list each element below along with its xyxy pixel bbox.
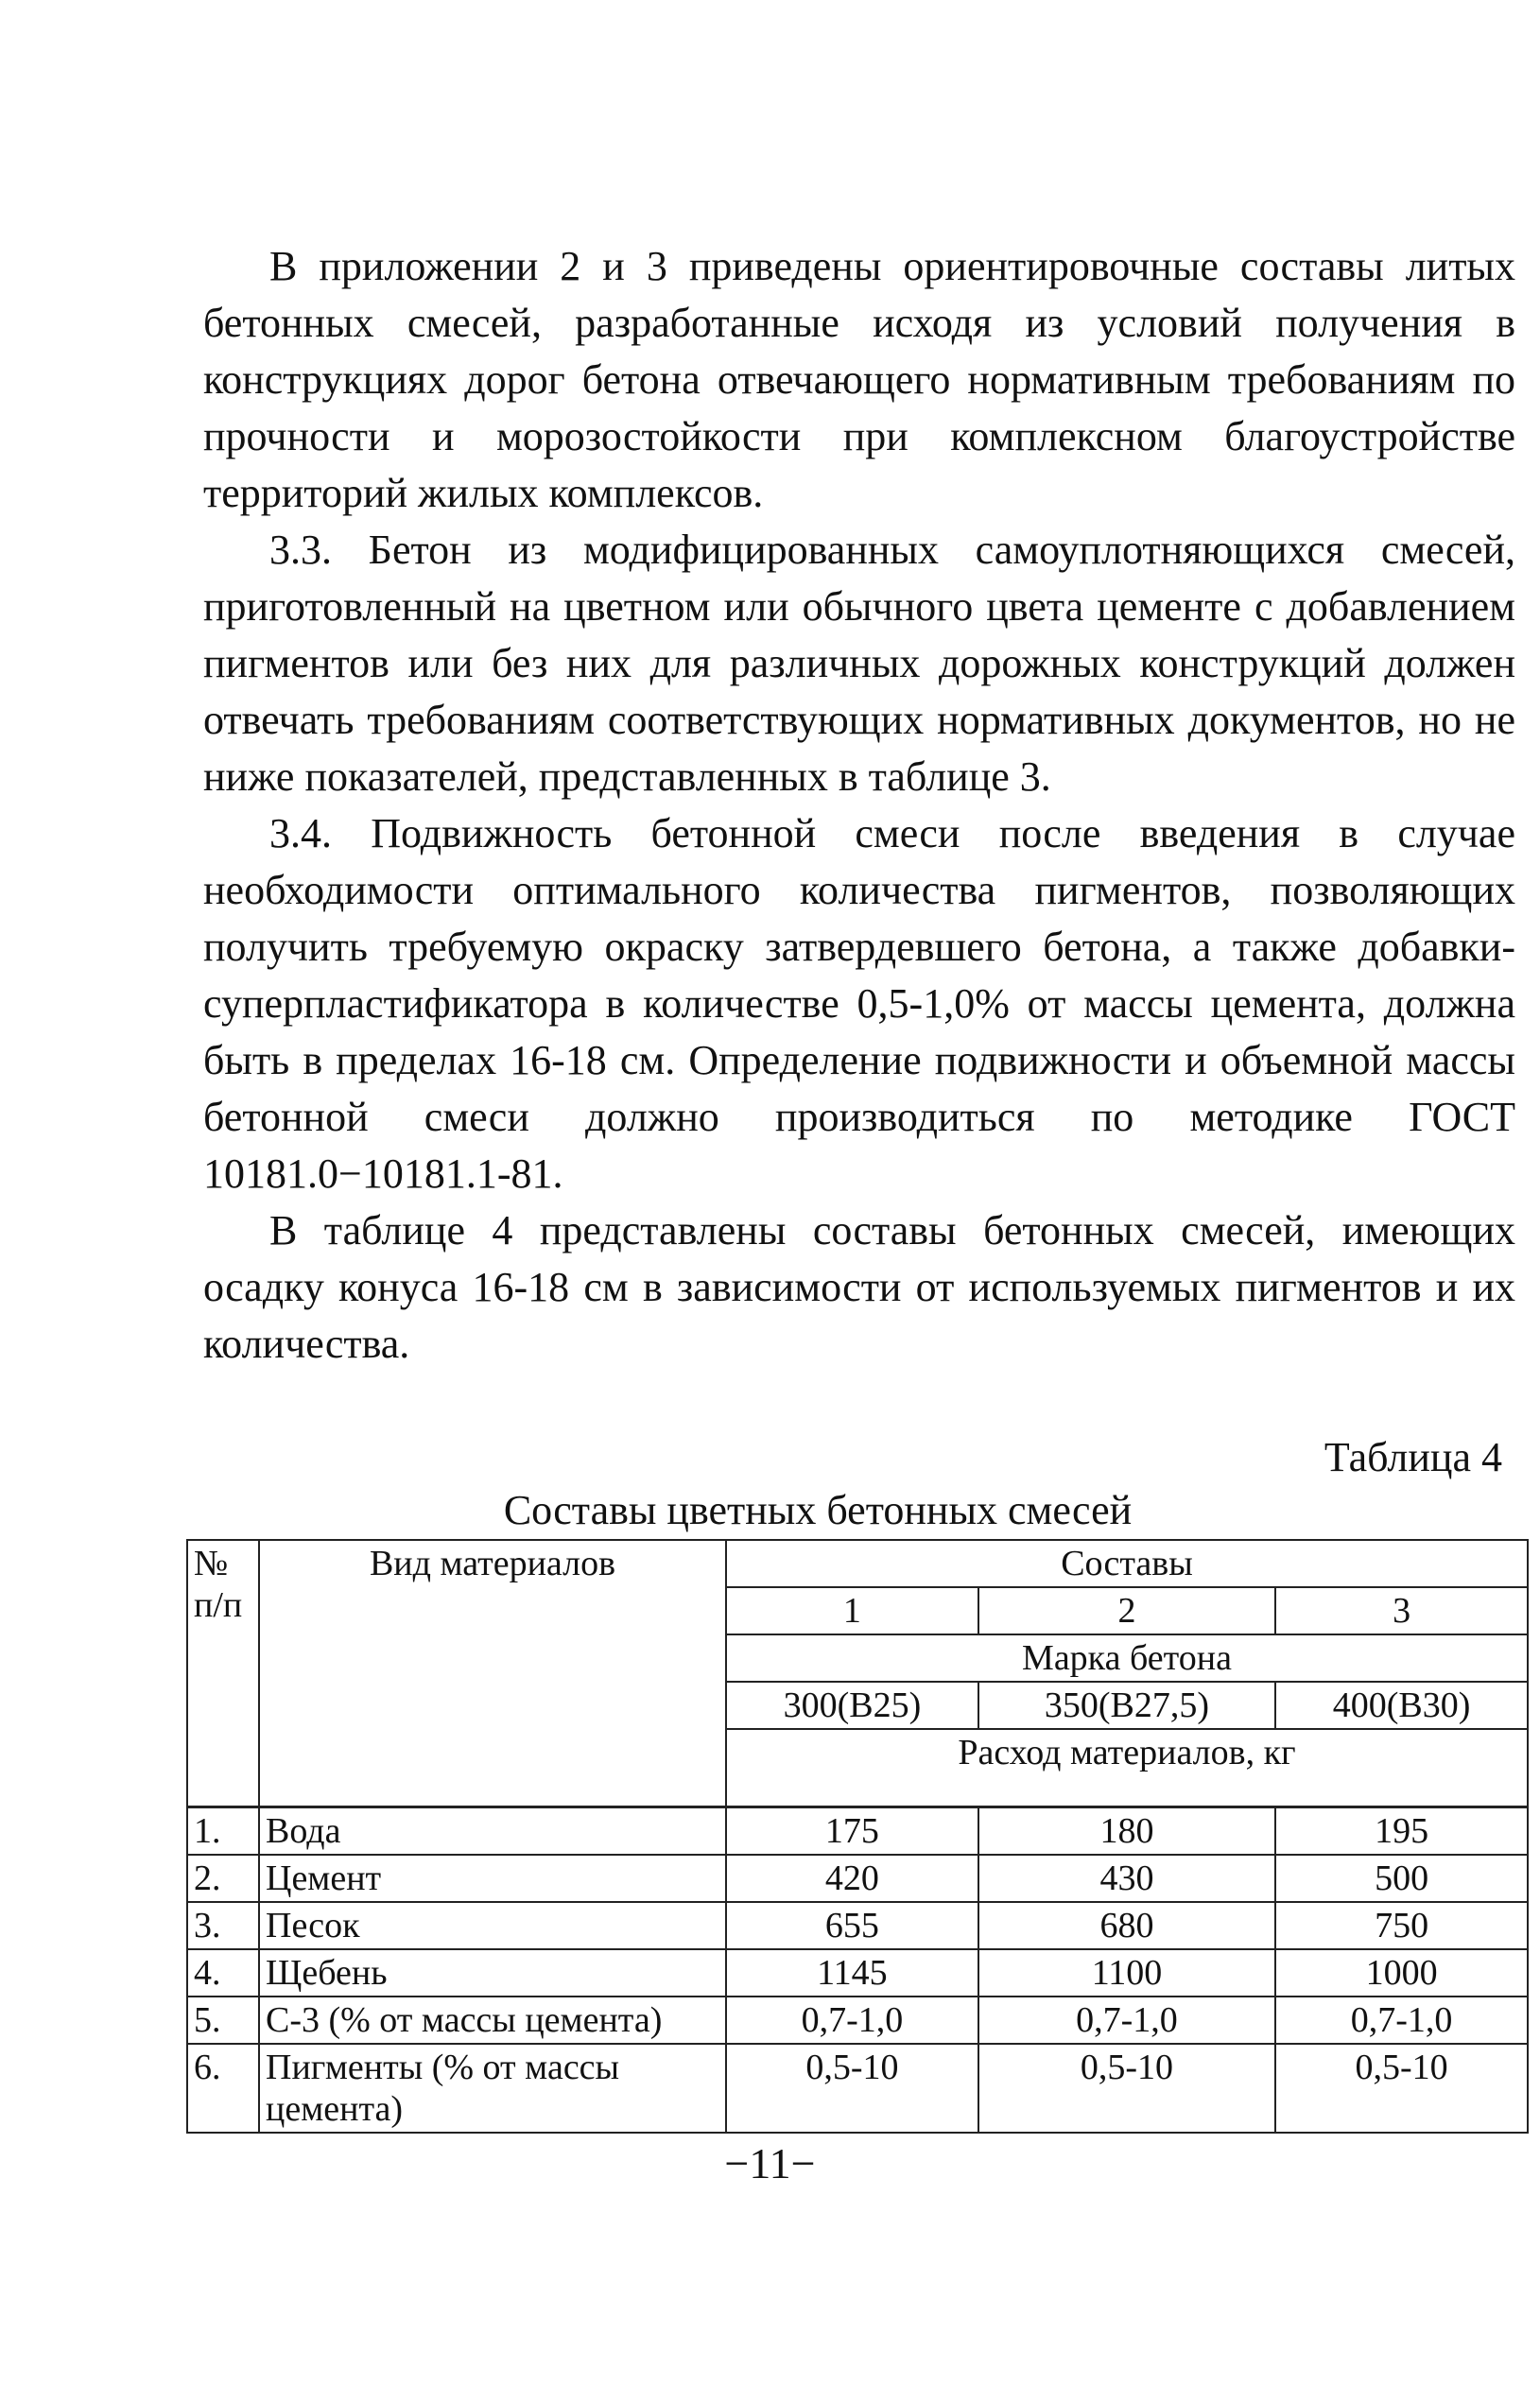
row-value-3: 750 — [1275, 1902, 1528, 1949]
header-grade: Марка бетона — [726, 1634, 1528, 1682]
grade-1: 300(В25) — [726, 1682, 978, 1729]
row-value-2: 0,7-1,0 — [978, 1997, 1275, 2044]
paragraph-appendix: В приложении 2 и 3 приведены ориентировочные составы литых бетонных смесей, разработанные исходя из условий получения в конструкциях дорог бетона отвечающего нормативным требованиям по прочности и морозостойкости при комплексном благоустройстве территорий жилых комплексов. — [203, 243, 1515, 516]
row-value-2: 680 — [978, 1902, 1275, 1949]
row-value-2: 1100 — [978, 1949, 1275, 1997]
table-title: Составы цветных бетонных смесей — [503, 1487, 1133, 1533]
row-value-3: 195 — [1275, 1807, 1528, 1856]
row-number: 1. — [187, 1807, 259, 1856]
row-number: 6. — [187, 2044, 259, 2133]
header-number — [187, 1540, 259, 1807]
row-number: 3. — [187, 1902, 259, 1949]
body-text — [203, 238, 1515, 1373]
table-row — [187, 1855, 1528, 1902]
row-number: 2. — [187, 1855, 259, 1902]
row-material: Песок — [259, 1902, 726, 1949]
row-material: Вода — [259, 1807, 726, 1856]
grade-2: 350(В27,5) — [978, 1682, 1275, 1729]
row-number: 5. — [187, 1997, 259, 2044]
row-value-3: 1000 — [1275, 1949, 1528, 1997]
header-compositions: Составы — [726, 1540, 1528, 1587]
row-material: С-3 (% от массы цемента) — [259, 1997, 726, 2044]
row-value-1: 655 — [726, 1902, 978, 1949]
row-value-2: 180 — [978, 1807, 1275, 1856]
row-value-3: 500 — [1275, 1855, 1528, 1902]
row-value-2: 0,5-10 — [978, 2044, 1275, 2133]
row-value-1: 0,5-10 — [726, 2044, 978, 2133]
row-value-3: 0,5-10 — [1275, 2044, 1528, 2133]
materials-table — [186, 1539, 1529, 2134]
row-value-1: 1145 — [726, 1949, 978, 1997]
composition-1: 1 — [726, 1587, 978, 1634]
header-consumption: Расход материалов, кг — [726, 1729, 1528, 1807]
table-row — [187, 2044, 1528, 2133]
row-value-3: 0,7-1,0 — [1275, 1997, 1528, 2044]
row-value-1: 420 — [726, 1855, 978, 1902]
page-number: −11− — [724, 2139, 816, 2187]
table-row — [187, 1997, 1528, 2044]
paragraph-3-3: 3.3. Бетон из модифицированных самоуплотняющихся смесей, приготовленный на цветном или обычного цвета цементе с добавлением пигментов или без них для различных дорожных конструкций должен отвечать требованиям соответствующих нормативных документов, но не ниже показателей, представленных в таблице 3. — [203, 527, 1515, 800]
number-symbol: № — [194, 1544, 229, 1583]
row-number: 4. — [187, 1949, 259, 1997]
row-material: Пигменты (% от массы цемента) — [259, 2044, 726, 2133]
table-number: Таблица 4 — [1324, 1434, 1502, 1480]
row-material: Щебень — [259, 1949, 726, 1997]
table-row — [187, 1807, 1528, 1856]
table-row — [187, 1902, 1528, 1949]
grade-3: 400(В30) — [1275, 1682, 1528, 1729]
paragraph-3-4: 3.4. Подвижность бетонной смеси после введения в случае необходимости оптимального количества пигментов, позволяющих получить требуемую окраску затвердевшего бетона, а также добавки-суперпластификатора в количестве 0,5-1,0% от массы цемента, должна быть в пределах 16-18 см. Определение подвижности и объемной массы бетонной смеси должно производиться по методике ГОСТ 10181.0−10181.1-81. — [203, 810, 1515, 1197]
table-row — [187, 1949, 1528, 1997]
row-material: Цемент — [259, 1855, 726, 1902]
row-value-2: 430 — [978, 1855, 1275, 1902]
header-material: Вид материалов — [259, 1540, 726, 1807]
composition-2: 2 — [978, 1587, 1275, 1634]
paragraph-table4-intro: В таблице 4 представлены составы бетонных смесей, имеющих осадку конуса 16-18 см в зависимости от используемых пигментов и их количества. — [203, 1207, 1515, 1367]
number-sub: п/п — [194, 1585, 243, 1625]
composition-3: 3 — [1275, 1587, 1528, 1634]
row-value-1: 0,7-1,0 — [726, 1997, 978, 2044]
row-value-1: 175 — [726, 1807, 978, 1856]
